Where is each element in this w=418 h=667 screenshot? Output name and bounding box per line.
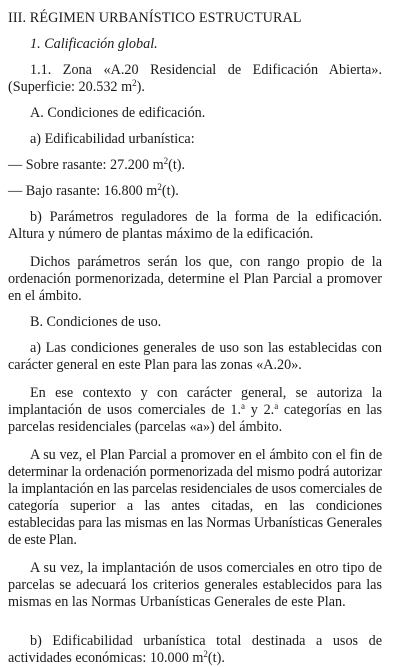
sobre-rasante-end: (t). bbox=[168, 157, 186, 173]
a-su-vez-paragraph-2: A su vez, la implantación de usos comerciales en otro tipo de parcelas se adecuará los criterios generales establecidos para las mismas en las Normas Urbanísticas Generales de este Plan. bbox=[8, 560, 382, 610]
sobre-rasante-sup: 2 bbox=[163, 156, 169, 166]
contexto-text-end: categorías en las parcelas residenciales (parcelas «a») del ámbito. bbox=[8, 402, 383, 435]
item-b-parametros: b) Parámetros reguladores de la forma de la edificación. Altura y número de plantas máximo de la edificación. bbox=[8, 209, 382, 242]
edif-total-end: (t). bbox=[207, 650, 225, 666]
item-a-condiciones-generales: a) Las condiciones generales de uso son las establecidas con carácter general en este Plan para las zonas «A.20». bbox=[8, 340, 382, 373]
sobre-rasante-text: — Sobre rasante: 27.200 m bbox=[8, 157, 164, 173]
contexto-paragraph bbox=[8, 385, 382, 436]
edif-total-sup: 2 bbox=[203, 649, 208, 659]
dichos-parametros-paragraph: Dichos parámetros serán los que, con rango propio de la ordenación pormenorizada, determine el Plan Parcial a promover en el ámbito. bbox=[8, 254, 382, 304]
item-B-condiciones-uso: B. Condiciones de uso. bbox=[30, 314, 162, 330]
bajo-rasante-text: — Bajo rasante: 16.800 m bbox=[8, 183, 158, 199]
sobre-rasante-line bbox=[8, 157, 382, 174]
edif-total-text: b) Edificabilidad urbanística total destinada a usos de actividades económicas: 10.000 m bbox=[8, 633, 382, 666]
item-A-condiciones-edificacion: A. Condiciones de edificación. bbox=[30, 105, 206, 121]
subheading-calificacion-global bbox=[8, 36, 382, 53]
zone-text: 1.1. Zona «A.20 Residencial de Edificación Abierta». (Superficie: 20.532 m bbox=[8, 62, 382, 95]
item-a-edificabilidad: a) Edificabilidad urbanística: bbox=[30, 131, 195, 147]
bajo-rasante-end: (t). bbox=[161, 183, 179, 199]
contexto-sup-1: a bbox=[241, 401, 246, 411]
zone-superscript: 2 bbox=[132, 78, 137, 88]
subheading-text: 1. Calificación global. bbox=[30, 36, 158, 52]
zone-text-end: ). bbox=[136, 79, 145, 95]
contexto-text-mid: y 2. bbox=[245, 402, 275, 418]
contexto-sup-2: a bbox=[274, 401, 279, 411]
a-su-vez-paragraph-1: A su vez, el Plan Parcial a promover en el ámbito con el fin de determinar la ordenación pormenorizada del mismo podrá autorizar la implantación en las parcelas residenciales de usos comerciales de categoría superior a las antes citadas, en las condiciones establecidas para las mismas en las Normas Urbanísticas Generales de este Plan. bbox=[8, 447, 382, 548]
section-heading: III. RÉGIMEN URBANÍSTICO ESTRUCTURAL bbox=[8, 10, 302, 26]
zone-paragraph bbox=[8, 62, 382, 96]
contexto-text-start: En ese contexto y con carácter general, se autoriza la implantación de usos comerciales de 1. bbox=[8, 385, 382, 418]
bajo-rasante-line bbox=[8, 183, 382, 200]
item-b-edificabilidad-total bbox=[8, 633, 382, 667]
bajo-rasante-sup: 2 bbox=[157, 182, 162, 192]
document-page bbox=[8, 10, 382, 667]
